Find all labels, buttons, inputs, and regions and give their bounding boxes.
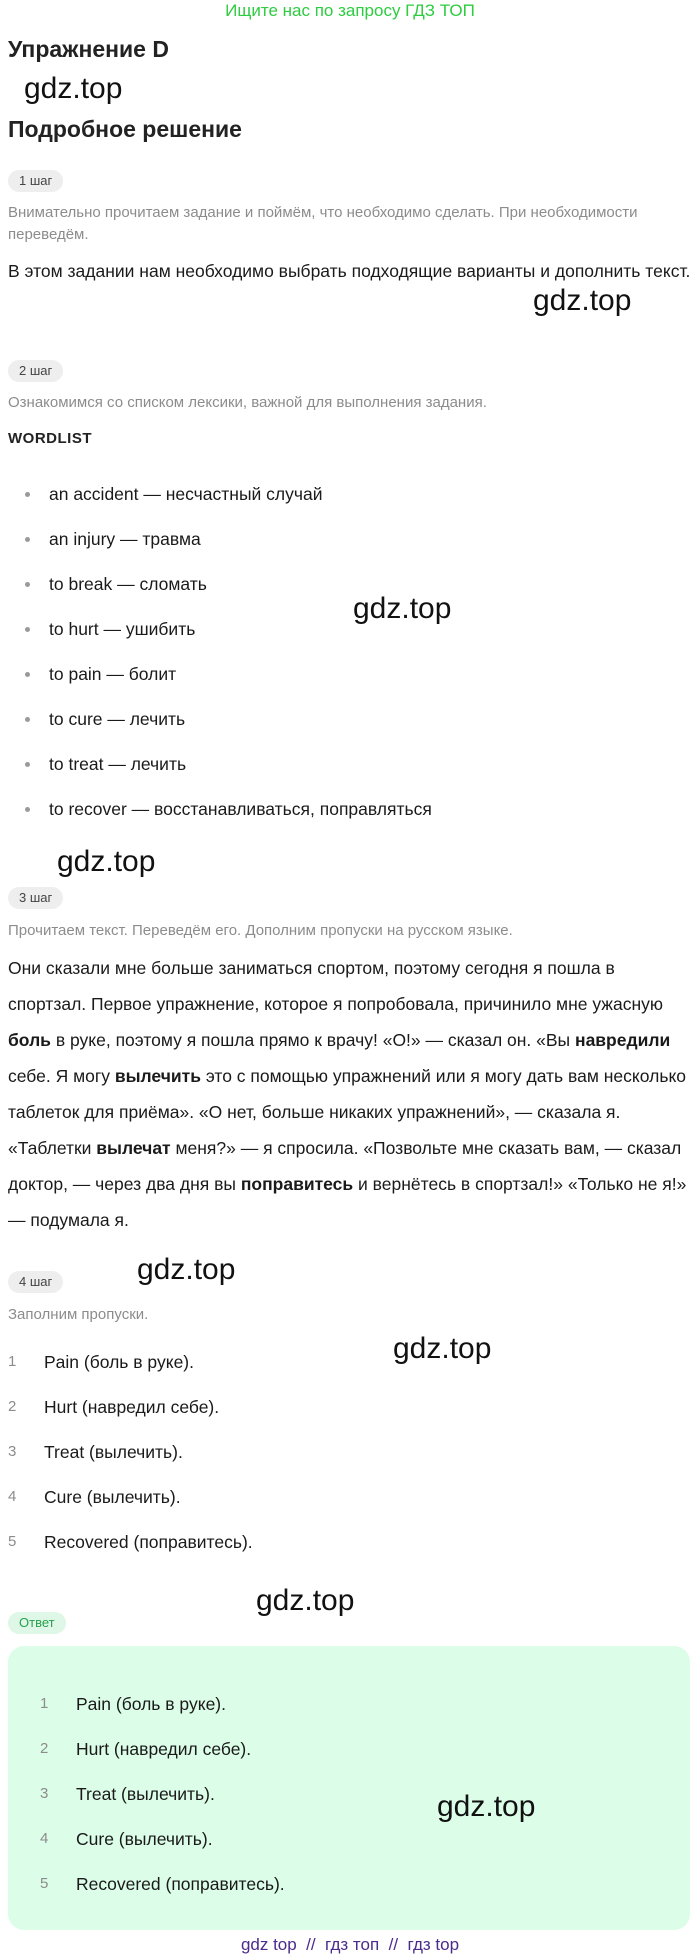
wordlist <box>0 476 690 836</box>
list-item: 1 Pain (боль в руке). <box>40 1694 226 1714</box>
step-badge-2: 2 шаг <box>8 360 63 382</box>
list-item: 4 Cure (вылечить). <box>8 1487 181 1507</box>
filled-word: навредили <box>575 1030 671 1050</box>
watermark: gdz.top <box>256 1584 355 1617</box>
watermark: gdz.top <box>533 284 632 317</box>
list-item: to hurt — ушибить <box>0 611 690 656</box>
list-item: 3 Treat (вылечить). <box>8 1442 183 1462</box>
list-item: an injury — травма <box>0 521 690 566</box>
list-item: an accident — несчастный случай <box>0 476 690 521</box>
list-item: to break — сломать <box>0 566 690 611</box>
list-item: to cure — лечить <box>0 701 690 746</box>
filled-word: боль <box>8 1030 51 1050</box>
wordlist-heading: WORDLIST <box>8 430 92 447</box>
list-item: 5 Recovered (поправитесь). <box>40 1874 285 1894</box>
list-item: 5 Recovered (поправитесь). <box>8 1532 253 1552</box>
bullet-icon <box>25 537 30 542</box>
step-1-note: Внимательно прочитаем задание и поймём, что необходимо сделать. При необходимости переведём. <box>8 204 638 243</box>
step-3-translation: Они сказали мне больше заниматься спортом, поэтому сегодня я пошла в спортзал. Первое упражнение, которое я попробовала, причинило мне ужасную боль в руке, поэтому я пошла прямо к врачу! «О!» — сказал он. «Вы навредили себе. Я могу вылечить это с помощью упражнений или я могу дать вам несколько таблеток для приёма». «О нет, больше никаких упражнений», — сказала я. «Таблетки вылечат меня?» — я спросила. «Позвольте мне сказать вам, — сказал доктор, — через два дня вы поправитесь и вернётесь в спортзал!» «Только не я!» — подумала я. <box>8 958 687 1230</box>
bullet-icon <box>25 717 30 722</box>
list-item: 2 Hurt (навредил себе). <box>40 1739 252 1759</box>
watermark: gdz.top <box>393 1332 492 1365</box>
step-3-note: Прочитаем текст. Переведём его. Дополним пропуски на русском языке. <box>8 922 513 939</box>
filled-word: вылечить <box>114 1066 201 1086</box>
bullet-icon <box>25 762 30 767</box>
search-banner[interactable]: Ищите нас по запросу ГДЗ ТОП <box>225 1 475 20</box>
footer-links[interactable]: gdz top // гдз топ // гдз top <box>240 1935 460 1954</box>
answer-badge: Ответ <box>8 1612 66 1634</box>
list-item: 4 Cure (вылечить). <box>40 1829 213 1849</box>
solution-heading: Подробное решение <box>8 116 242 142</box>
list-item: 1 Pain (боль в руке). <box>8 1352 194 1372</box>
watermark: gdz.top <box>57 845 156 878</box>
list-item: to recover — восстанавливаться, поправляться <box>0 791 690 836</box>
step-badge-1: 1 шаг <box>8 170 63 192</box>
step-1-text: В этом задании нам необходимо выбрать подходящие варианты и дополнить текст. <box>8 261 691 281</box>
page-title: Упражнение D <box>8 36 169 62</box>
filled-word: поправитесь <box>240 1174 354 1194</box>
bullet-icon <box>25 672 30 677</box>
step-2-note: Ознакомимся со списком лексики, важной для выполнения задания. <box>8 394 487 411</box>
watermark: gdz.top <box>137 1253 236 1286</box>
step-badge-4: 4 шаг <box>8 1271 63 1293</box>
list-item: to pain — болит <box>0 656 690 701</box>
step-4-note: Заполним пропуски. <box>8 1306 149 1323</box>
list-item: 3 Treat (вылечить). <box>40 1784 215 1804</box>
watermark: gdz.top <box>437 1790 536 1823</box>
step-badge-3: 3 шаг <box>8 887 63 909</box>
fill-list <box>8 1344 658 1569</box>
bullet-icon <box>25 807 30 812</box>
watermark: gdz.top <box>353 592 452 625</box>
list-item: to treat — лечить <box>0 746 690 791</box>
filled-word: вылечат <box>96 1138 171 1158</box>
bullet-icon <box>25 627 30 632</box>
watermark: gdz.top <box>24 72 123 105</box>
list-item: 2 Hurt (навредил себе). <box>8 1397 220 1417</box>
bullet-icon <box>25 582 30 587</box>
bullet-icon <box>25 492 30 497</box>
answer-list <box>40 1686 690 1911</box>
